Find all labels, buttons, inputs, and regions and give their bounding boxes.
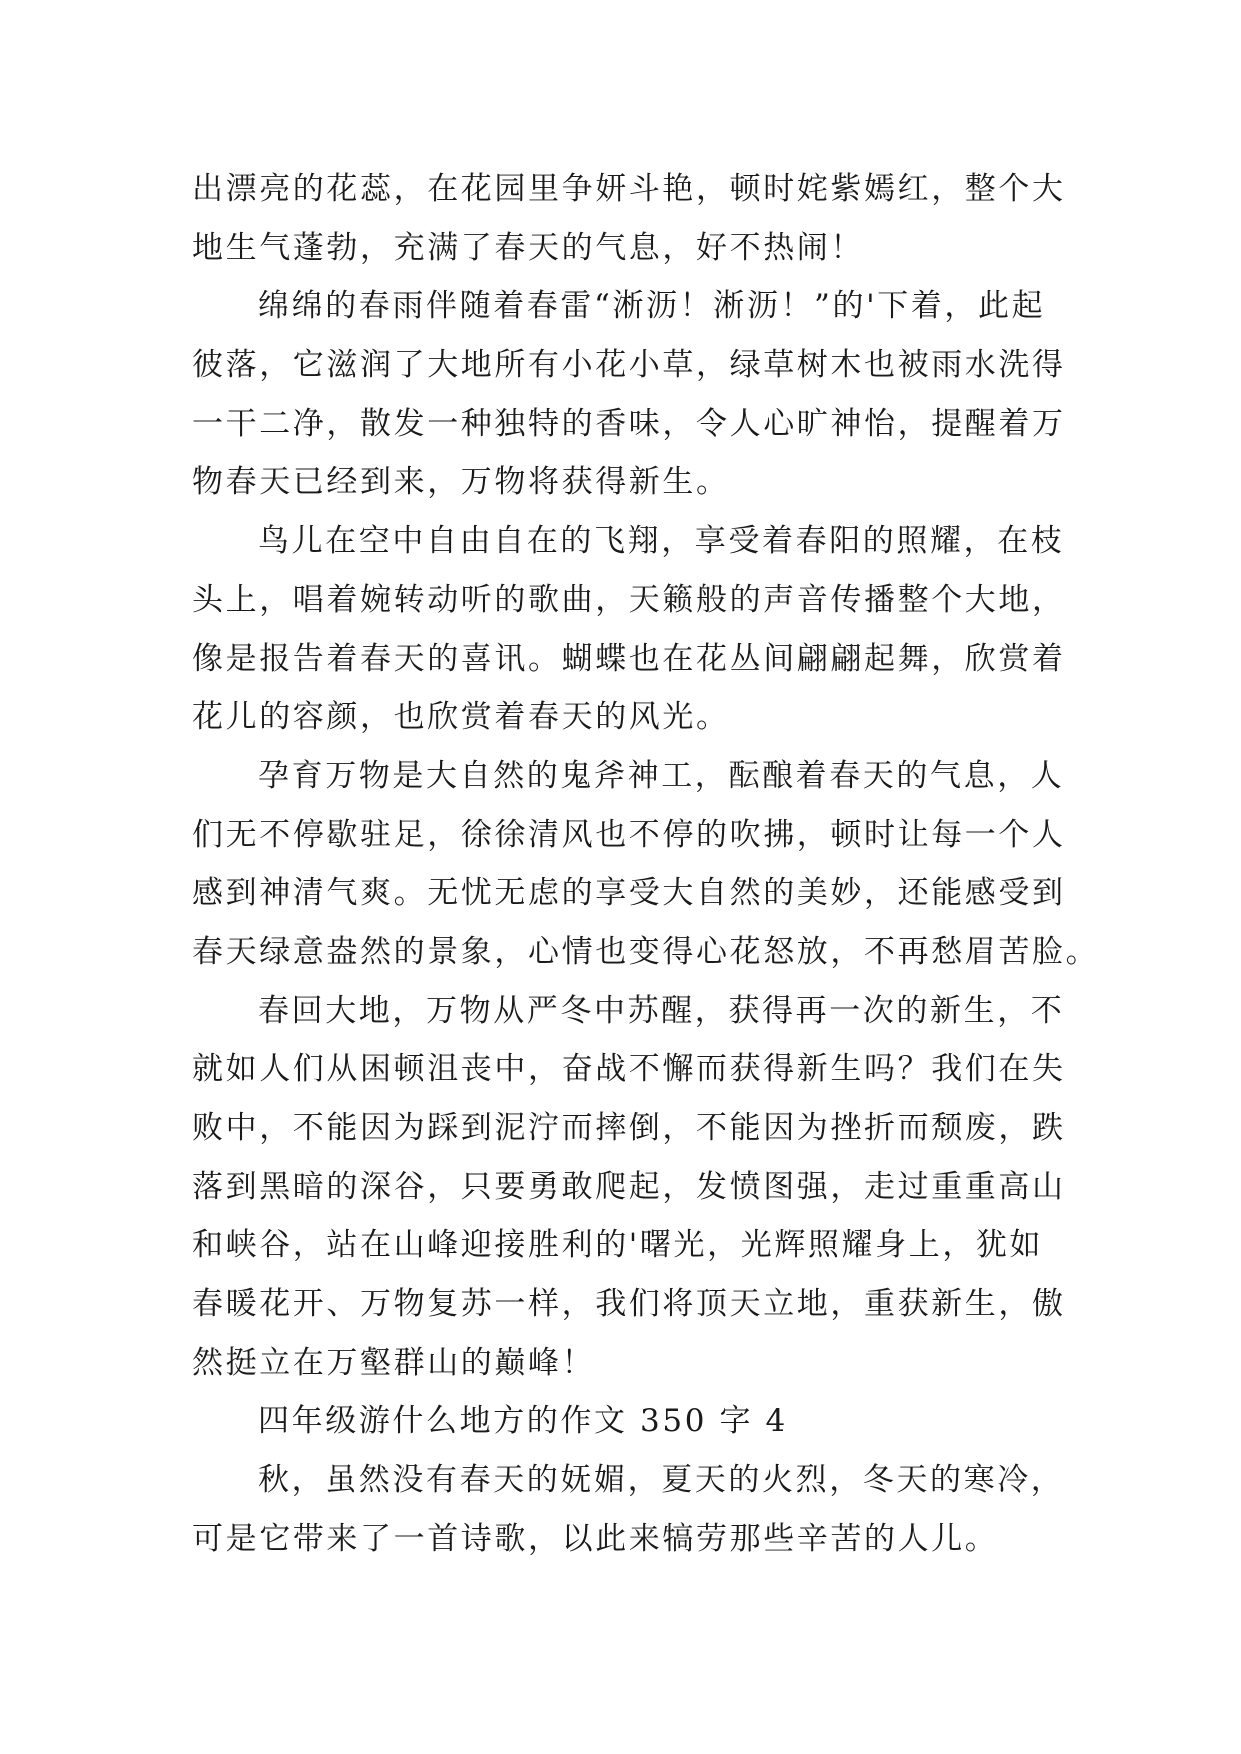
text-line: 然挺立在万壑群山的巅峰！ [192,1344,596,1381]
text-line: 落到黑暗的深谷，只要勇敢爬起，发愤图强，走过重重高山 [192,1168,1066,1205]
text-line: 春天绿意盎然的景象，心情也变得心花怒放，不再愁眉苦脸。 [192,933,1100,970]
text-line: 彼落，它滋润了大地所有小花小草，绿草树木也被雨水洗得 [192,347,1066,384]
text-line: 头上，唱着婉转动听的歌曲，天籁般的声音传播整个大地， [192,581,1066,618]
text-line: 像是报告着春天的喜讯。蝴蝶也在花丛间翩翩起舞，欣赏着 [192,640,1066,677]
text-line: 春回大地，万物从严冬中苏醒，获得再一次的新生，不 [258,992,1065,1029]
text-line: 鸟儿在空中自由自在的飞翔，享受着春阳的照耀，在枝 [258,523,1065,560]
text-line: 可是它带来了一首诗歌，以此来犒劳那些辛苦的人儿。 [192,1520,999,1557]
text-line: 败中，不能因为踩到泥泞而摔倒，不能因为挫折而颓废，跌 [192,1110,1066,1146]
text-line: 秋，虽然没有春天的妩媚，夏天的火烈，冬天的寒冷， [258,1462,1065,1499]
text-line: 物春天已经到来，万物将获得新生。 [192,464,730,501]
section-heading: 四年级游什么地方的作文 350 字 4 [258,1403,788,1440]
text-line: 一干二净，散发一种独特的香味，令人心旷神怡，提醒着万 [192,405,1066,442]
text-line: 就如人们从困顿沮丧中，奋战不懈而获得新生吗？我们在失 [192,1051,1066,1088]
text-line: 出漂亮的花蕊，在花园里争妍斗艳，顿时姹紫嫣红，整个大 [192,171,1066,207]
text-line: 花儿的容颜，也欣赏着春天的风光。 [192,699,730,736]
text-line: 们无不停歇驻足，徐徐清风也不停的吹拂，顿时让每一个人 [192,816,1066,853]
text-line: 地生气蓬勃，充满了春天的气息，好不热闹！ [192,229,864,266]
document-body [192,160,1100,1569]
text-line: 和峡谷，站在山峰迎接胜利的'曙光，光辉照耀身上，犹如 [192,1227,1044,1264]
text-line: 绵绵的春雨伴随着春雷“淅沥！淅沥！”的'下着，此起 [258,288,1046,325]
text-line: 孕育万物是大自然的鬼斧神工，酝酿着春天的气息，人 [258,757,1065,794]
text-line: 感到神清气爽。无忧无虑的享受大自然的美妙，还能感受到 [192,875,1066,912]
text-line: 春暖花开、万物复苏一样，我们将顶天立地，重获新生，傲 [192,1286,1066,1323]
